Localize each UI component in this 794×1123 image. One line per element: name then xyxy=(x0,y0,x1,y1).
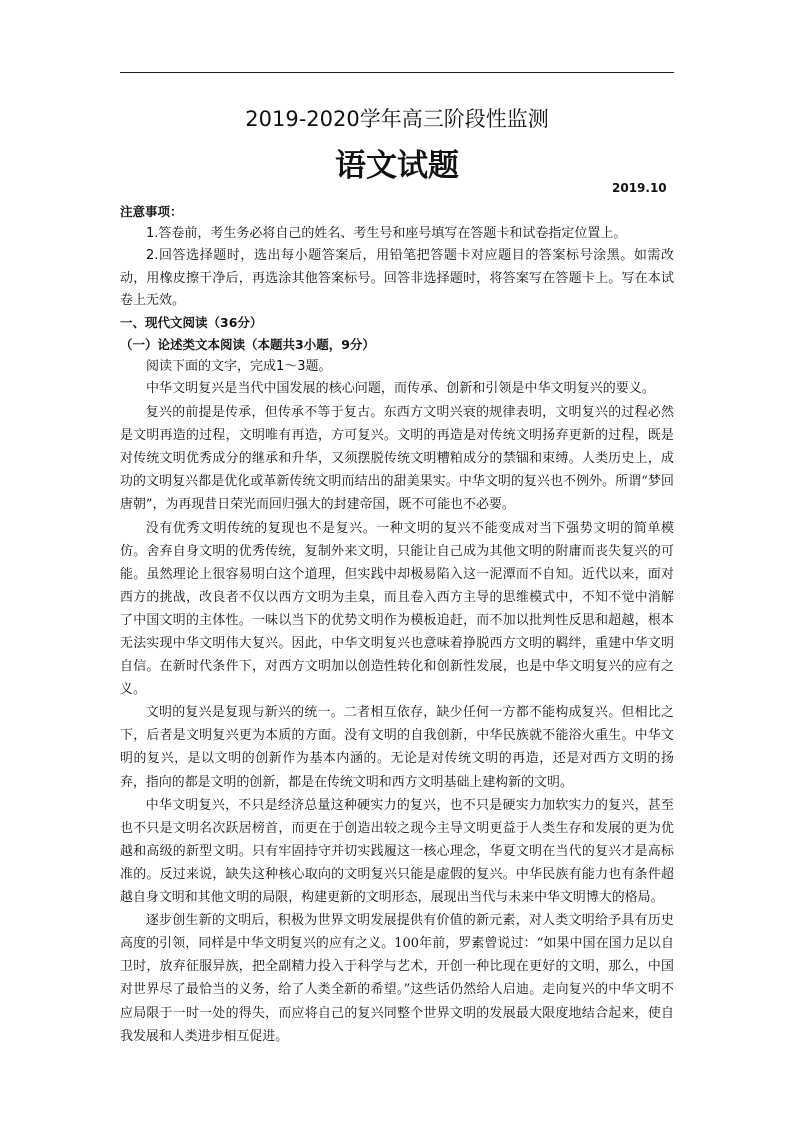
note-item-1: 1.答卷前，考生务必将自己的姓名、考生号和座号填写在答题卡和试卷指定位置上。 xyxy=(146,226,627,241)
article-lead: 中华文明复兴是当代中国发展的核心问题，而传承、创新和引领是中华文明复兴的要义。 xyxy=(146,381,655,397)
header-rule xyxy=(120,72,674,73)
document-body xyxy=(120,201,674,1048)
notes-heading: 注意事项： xyxy=(120,204,183,219)
exam-title: 2019-2020学年高三阶段性监测 xyxy=(245,107,549,131)
section-heading: 一、现代文阅读（36分） xyxy=(120,315,263,331)
article-paragraph: 没有优秀文明传统的复现也不是复兴。一种文明的复兴不能变成对当下强势文明的简单模仿。舍弃自身文明的优秀传统，复制外来文明，只能让自己成为其他文明的附庸而丧失复兴的可能。虽然理论上很容易明白这个道理，但实践中却极易陷入这一泥潭而不自知。近代以来，面对西方的挑战，改良者不仅以西方文明为圭臬，而且卷入西方主导的思维模式中，不知不觉中消解了中国文明的主体性。一味以当下的优势文明作为模板追赶，而不加以批判性反思和超越，根本无法实现中华文明伟大复兴。因此，中华文明复兴也意味着挣脱西方文明的羁绊，重建中华文明自信。在新时代条件下，对西方文明加以创造性转化和创新性发展，也是中华文明复兴的应有之义。 xyxy=(120,520,674,698)
note-item-2: 2.回答选择题时，选出每小题答案后，用铅笔把答题卡对应题目的答案标号涂黑。如需改动，用橡皮擦干净后，再选涂其他答案标号。回答非选择题时，将答案写在答题卡上。写在本试卷上无效。 xyxy=(120,248,674,308)
article-paragraph: 文明的复兴是复现与新兴的统一。二者相互依存，缺少任何一方都不能构成复兴。但相比之下，后者是文明复兴更为本质的方面。没有文明的自我创新，中华民族就不能浴火重生。中华文明的复兴，是以文明的创新作为基本内涵的。无论是对传统文明的再造，还是对西方文明的扬弃，指向的都是文明的创新，都是在传统文明和西方文明基础上建构新的文明。 xyxy=(120,705,674,790)
article-paragraph: 复兴的前提是传承，但传承不等于复古。东西方文明兴衰的规律表明，文明复兴的过程必然是文明再造的过程，文明唯有再造，方可复兴。文明的再造是对传统文明扬弃更新的过程，既是对传统文明优秀成分的继承和升华，又须摆脱传统文明糟粕成分的禁锢和束缚。人类历史上，成功的文明复兴都是优化或革新传统文明而结出的甜美果实。中华文明的复兴也不例外。所谓“梦回唐朝”，为再现昔日荣光而回归强大的封建帝国，既不可能也不必要。 xyxy=(120,405,674,513)
subsection-heading: （一）论述类文本阅读（本题共3小题，9分） xyxy=(120,337,375,353)
reading-instruction: 阅读下面的文字，完成1～3题。 xyxy=(146,359,332,375)
subject-title: 语文试题 xyxy=(335,148,459,184)
exam-date: 2019.10 xyxy=(612,181,667,195)
article-paragraph: 逐步创生新的文明后，积极为世界文明发展提供有价值的新元素，对人类文明给予具有历史高度的引领，同样是中华文明复兴的应有之义。100年前，罗素曾说过：“如果中国在国力足以自卫时，放弃征服异族，把全副精力投入于科学与艺术，开创一种比现在更好的文明，那么，中国对世界尽了最恰当的义务，给了人类全新的希望。”这些话仍然给人启迪。走向复兴的中华文明不应局限于一时一处的得失，而应将自己的复兴同整个世界文明的发展最大限度地结合起来，使自我发展和人类进步相互促进。 xyxy=(120,913,674,1044)
article-paragraph: 中华文明复兴，不只是经济总量这种硬实力的复兴，也不只是硬实力加软实力的复兴，甚至也不只是文明名次跃居榜首，而更在于创造出较之现今主导文明更益于人类生存和发展的更为优越和高级的新型文明。只有牢固持守并切实践履这一核心理念，华夏文明在当代的复兴才是高标准的。反过来说，缺失这种核心取向的文明复兴只能是虚假的复兴。中华民族有能力也有条件超越自身文明和其他文明的局限，构建更新的文明形态，展现出当代与未来中华文明博大的格局。 xyxy=(120,797,674,906)
